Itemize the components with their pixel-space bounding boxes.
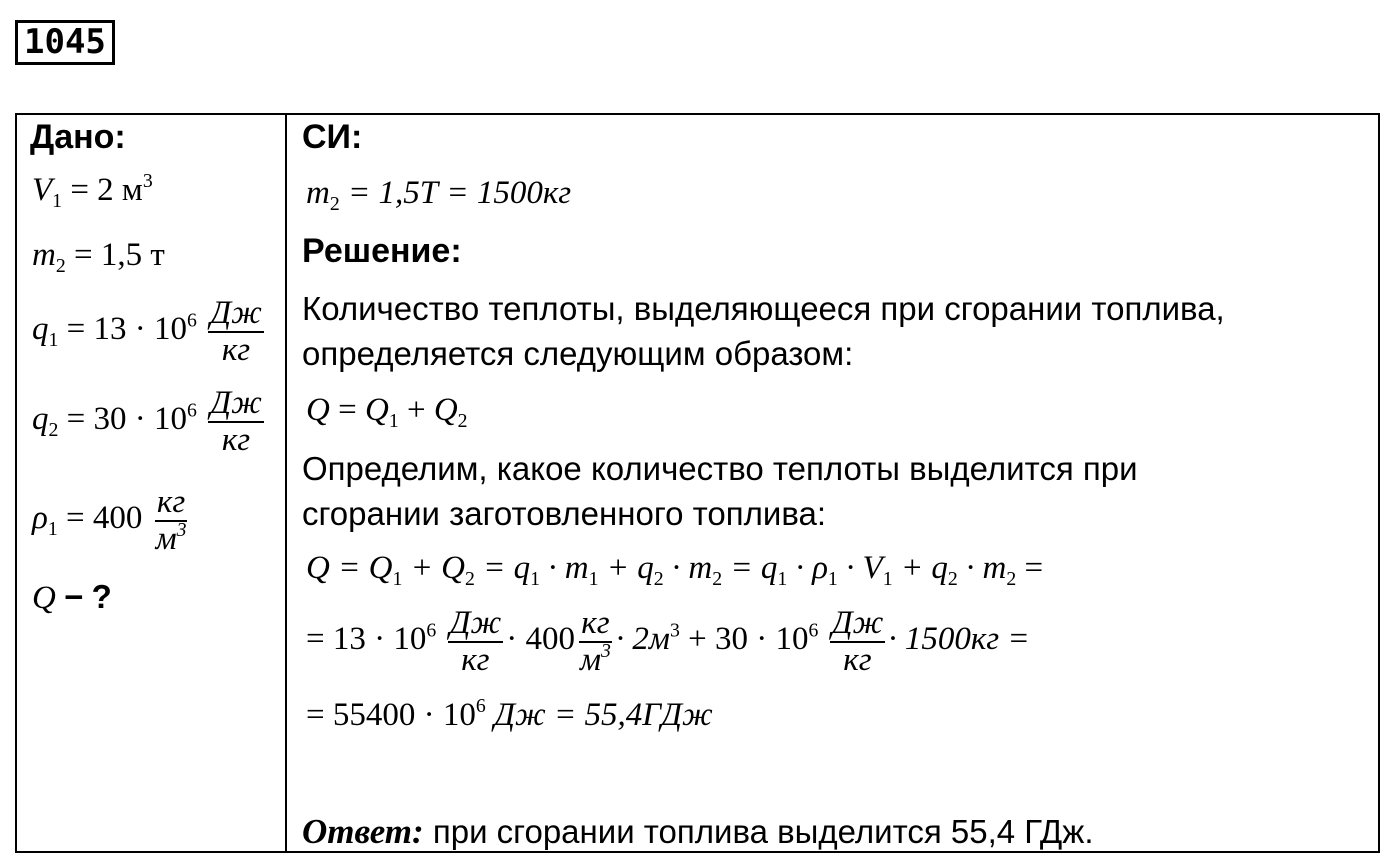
fraction-dzh-per-kg: $\frac{Дж}{кг}$ [449, 605, 502, 678]
solution-para1-line1: Количество теплоты, выделяющееся при сгорании топлива, [302, 290, 1225, 327]
task-number: 1045 [15, 20, 115, 65]
column-divider [285, 113, 287, 853]
solution-para1-line2: определяется следующим образом: [302, 335, 854, 372]
equation-substitution: = $13 \cdot 10^6$ $\frac{Дж}{кг}$ · 400 $\frac{кг}{м^3}$ · $2м^3 + 30 \cdot 10^6$ $\frac{Дж}{кг}$ · 1500кг = [306, 605, 1030, 678]
given-heading: Дано: [30, 118, 126, 156]
si-line: $m_2 = 1,5Т = 1500кг$ [306, 175, 572, 215]
fraction-dzh-per-kg-2: $\frac{Дж}{кг}$ [831, 605, 884, 678]
answer-line [302, 812, 1094, 852]
given-q2-unit: $\frac{Дж}{кг}$ [210, 385, 262, 458]
given-rho1-unit: $\frac{кг}{м^3}$ [155, 484, 187, 557]
given-m2: $m_2 = 1,5$ т [32, 237, 165, 277]
equation-total-heat: $Q = Q_1 + Q_2$ [306, 392, 468, 432]
given-rho1: $\rho_1 = 400$ $\frac{кг}{м^3}$ [32, 484, 187, 557]
given-v1: $V_1 = 2$ $м^3$ [32, 170, 153, 212]
given-unknown: Q − ? [32, 578, 112, 616]
si-heading: СИ: [302, 118, 363, 156]
solution-para2-line1: Определим, какое количество теплоты выделится при [302, 450, 1138, 487]
fraction-kg-per-m3: $\frac{кг}{м^3}$ [579, 605, 611, 678]
answer-text: при сгорании топлива выделится 55,4 ГДж. [423, 813, 1094, 850]
given-q1-unit: $\frac{Дж}{кг}$ [210, 295, 262, 368]
solution-heading: Решение: [302, 232, 462, 270]
answer-label: Ответ: [302, 812, 424, 851]
equation-expansion: $Q = Q_1 + Q_2 = q_1 \cdot m_1 + q_2 \cdot m_2 = q_1 \cdot \rho_1 \cdot V_1 + q_2 \cdot m_2$ = [306, 550, 1044, 590]
solution-para2-line2: сгорании заготовленного топлива: [302, 495, 827, 532]
equation-result: = $55400 \cdot 10^6$ Дж = 55,4ГДж [306, 695, 713, 733]
given-q1: $q_1 = 13 \cdot 10^6$ $\frac{Дж}{кг}$ [32, 295, 262, 368]
given-q2: $q_2 = 30 \cdot 10^6$ $\frac{Дж}{кг}$ [32, 385, 262, 458]
